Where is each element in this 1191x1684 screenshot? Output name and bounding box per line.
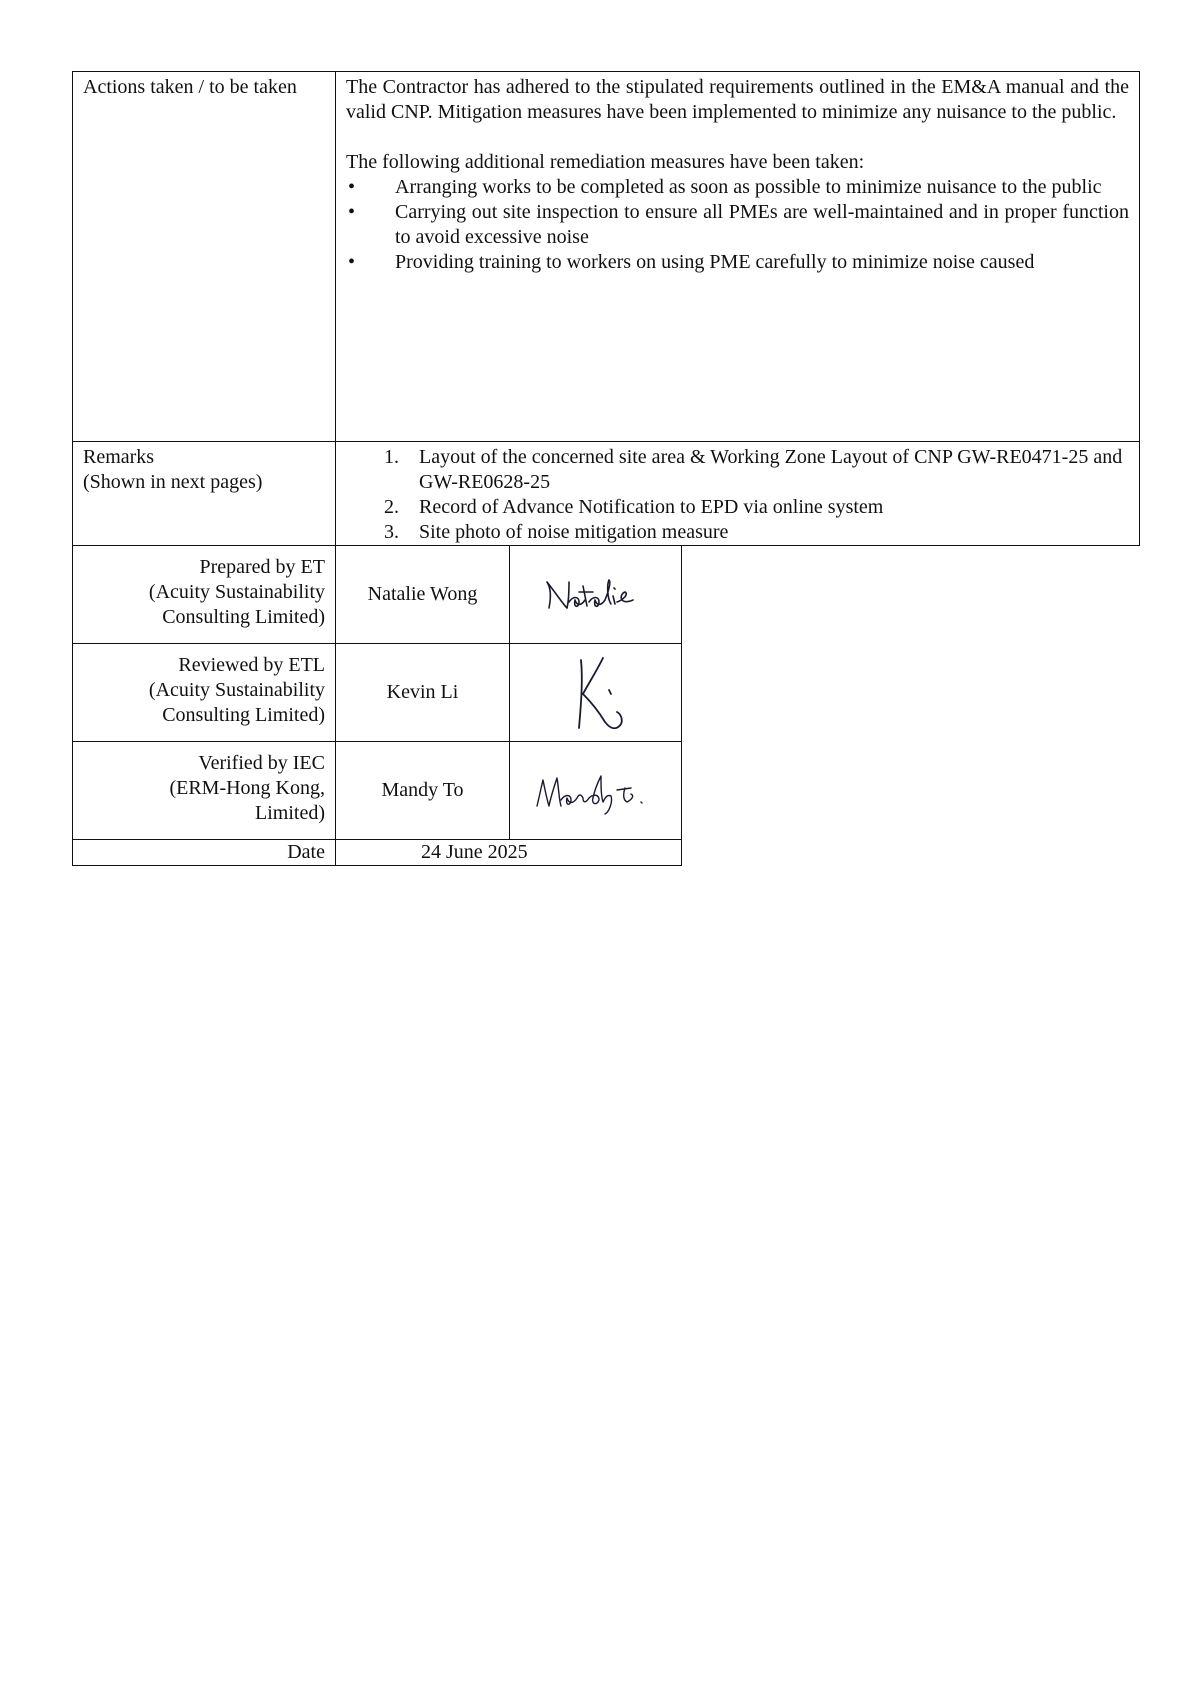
list-number: 3.	[384, 521, 399, 543]
list-number: 1.	[384, 446, 399, 468]
list-item-text: Layout of the concerned site area & Working Zone Layout of CNP GW-RE0471-25 and GW-RE0628-25	[419, 446, 1123, 493]
list-item-text: Site photo of noise mitigation measure	[419, 521, 729, 543]
bullet-icon: •	[348, 251, 356, 273]
remarks-content-cell	[336, 442, 1140, 546]
remarks-sublabel: (Shown in next pages)	[83, 471, 263, 493]
list-item	[384, 445, 1129, 495]
role-cell	[73, 742, 336, 840]
actions-remarks-table	[72, 71, 1140, 546]
actions-content-cell	[336, 72, 1140, 442]
remarks-row	[73, 442, 1140, 546]
signature-mandy	[510, 742, 682, 840]
signoff-table	[72, 545, 682, 866]
role-organisation: Consulting Limited)	[162, 606, 325, 628]
signoff-row-reviewed	[73, 644, 682, 742]
role-cell	[73, 644, 336, 742]
list-item	[384, 495, 1129, 520]
date-row	[73, 840, 682, 866]
role-organisation: (Acuity Sustainability	[148, 679, 325, 701]
signatory-name: Kevin Li	[336, 644, 510, 742]
remarks-label: Remarks	[83, 446, 155, 468]
list-item-text: Arranging works to be completed as soon as possible to minimize nuisance to the public	[395, 176, 1102, 198]
list-number: 2.	[384, 496, 399, 518]
signature-kevin	[510, 644, 682, 742]
actions-paragraph-2: The following additional remediation measures have been taken:	[346, 151, 865, 173]
actions-label: Actions taken / to be taken	[83, 76, 297, 98]
role-organisation: (Acuity Sustainability	[148, 581, 325, 603]
date-label: Date	[73, 840, 336, 866]
list-item	[384, 520, 1129, 545]
bullet-icon: •	[348, 176, 356, 198]
list-item	[346, 200, 1129, 250]
actions-label-cell	[73, 72, 336, 442]
handwritten-signature-image	[551, 650, 641, 736]
remarks-list	[346, 445, 1129, 545]
bullet-icon: •	[348, 201, 356, 223]
role-organisation: Limited)	[255, 802, 325, 824]
signoff-row-verified	[73, 742, 682, 840]
role-title: Verified by IEC	[198, 752, 325, 774]
handwritten-signature-image	[531, 766, 661, 816]
signoff-row-prepared	[73, 546, 682, 644]
list-item-text: Record of Advance Notification to EPD via online system	[419, 496, 884, 518]
list-item	[346, 175, 1129, 200]
role-title: Reviewed by ETL	[178, 654, 325, 676]
list-item-text: Providing training to workers on using PME carefully to minimize noise caused	[395, 251, 1035, 273]
date-value: 24 June 2025	[336, 840, 682, 866]
remediation-measures-list	[346, 175, 1129, 275]
handwritten-signature-image	[541, 570, 651, 620]
signatory-name: Natalie Wong	[336, 546, 510, 644]
role-organisation: Consulting Limited)	[162, 704, 325, 726]
role-organisation: (ERM-Hong Kong,	[169, 777, 325, 799]
actions-row	[73, 72, 1140, 442]
signature-natalie	[510, 546, 682, 644]
remarks-label-cell	[73, 442, 336, 546]
actions-paragraph-1: The Contractor has adhered to the stipulated requirements outlined in the EM&A manual and the valid CNP. Mitigation measures have been implemented to minimize any nuisance to the public.	[346, 76, 1129, 123]
role-cell	[73, 546, 336, 644]
role-title: Prepared by ET	[199, 556, 325, 578]
signatory-name: Mandy To	[336, 742, 510, 840]
list-item	[346, 250, 1129, 275]
list-item-text: Carrying out site inspection to ensure all PMEs are well-maintained and in proper function to avoid excessive noise	[395, 201, 1129, 248]
